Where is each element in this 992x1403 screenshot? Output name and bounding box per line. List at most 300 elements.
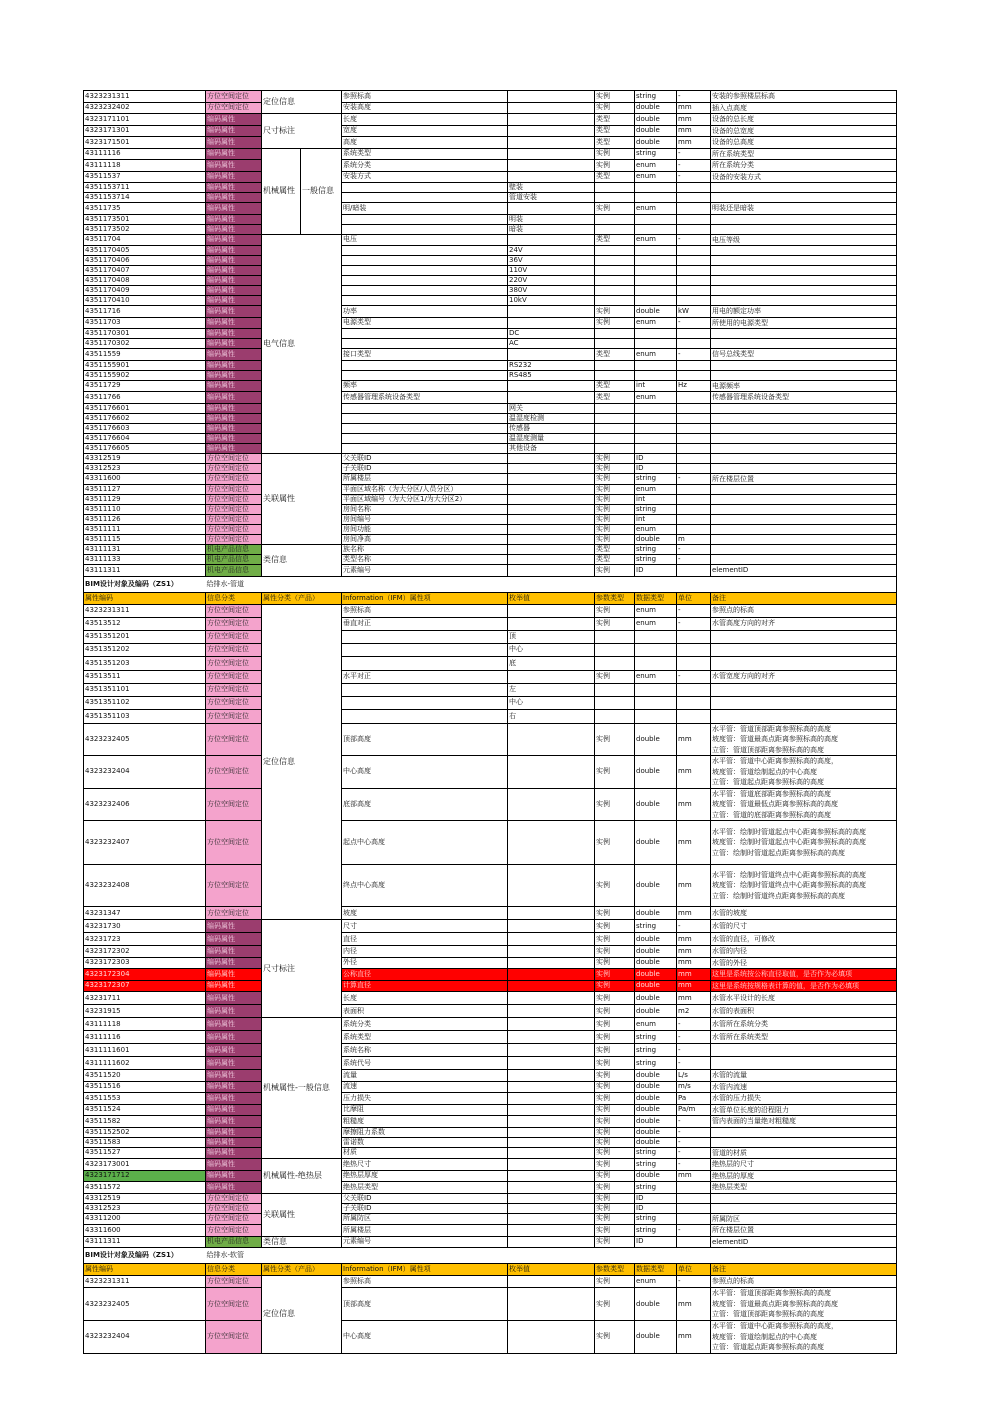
table-row xyxy=(84,1147,897,1159)
category-cell: 编码属性 xyxy=(206,1018,262,1031)
table-row xyxy=(84,505,897,515)
code-cell: 43111116 xyxy=(84,1031,206,1044)
note-cell xyxy=(711,183,897,193)
code-cell: 4351170409 xyxy=(84,286,206,296)
param-type-cell: 类型 xyxy=(595,171,635,183)
data-type-cell: enum xyxy=(635,1276,677,1288)
data-type-cell: double xyxy=(635,946,677,958)
property-cell: 系统名称 xyxy=(342,1044,508,1057)
param-type-cell xyxy=(595,643,635,656)
property-cell: 顶部高度 xyxy=(342,1288,508,1321)
note-cell xyxy=(711,525,897,535)
category-cell: 编码属性 xyxy=(206,125,262,137)
property-cell: 父关联ID xyxy=(342,453,508,463)
table-row xyxy=(84,1193,897,1203)
code-cell: 4323172304 xyxy=(84,969,206,981)
data-type-cell: double xyxy=(635,1104,677,1116)
unit-cell: mm xyxy=(677,1288,711,1321)
category-cell: 编码属性 xyxy=(206,920,262,933)
property-cell: 中心高度 xyxy=(342,756,508,789)
param-type-cell: 实例 xyxy=(595,969,635,981)
note-cell: 水管的外径 xyxy=(711,957,897,969)
code-cell: 43513511 xyxy=(84,670,206,683)
category-cell: 方位空间定位 xyxy=(206,670,262,683)
param-type-cell: 实例 xyxy=(595,1321,635,1354)
unit-cell xyxy=(677,203,711,215)
property-cell xyxy=(342,413,508,423)
table-row xyxy=(84,137,897,149)
value-cell xyxy=(508,946,595,958)
value-cell: 10kV xyxy=(508,296,595,306)
data-type-cell: double xyxy=(635,957,677,969)
header-row xyxy=(84,592,897,604)
group-cell: 关联属性 xyxy=(262,1193,342,1236)
param-type-cell: 实例 xyxy=(595,756,635,789)
header-param-type: 参数类型 xyxy=(595,1264,635,1276)
note-cell: 用电的额定功率 xyxy=(711,306,897,318)
header-note: 备注 xyxy=(711,592,897,604)
data-type-cell: double xyxy=(635,723,677,756)
unit-cell xyxy=(677,214,711,224)
code-cell: 43511126 xyxy=(84,515,206,525)
param-type-cell: 实例 xyxy=(595,821,635,865)
unit-cell xyxy=(677,696,711,709)
category-cell: 编码属性 xyxy=(206,433,262,443)
value-cell xyxy=(508,1213,595,1225)
property-cell xyxy=(342,339,508,349)
value-cell xyxy=(508,969,595,981)
property-cell: 房间功能 xyxy=(342,525,508,535)
unit-cell: - xyxy=(677,1137,711,1147)
table-row xyxy=(84,683,897,696)
code-cell: 43511766 xyxy=(84,392,206,404)
table-row xyxy=(84,630,897,643)
category-cell: 编码属性 xyxy=(206,1031,262,1044)
property-cell: 直径 xyxy=(342,933,508,946)
property-cell: 类型名称 xyxy=(342,555,508,565)
category-cell: 编码属性 xyxy=(206,380,262,392)
data-type-cell xyxy=(635,246,677,256)
note-cell: 水管的尺寸 xyxy=(711,920,897,933)
code-cell: 43511559 xyxy=(84,349,206,361)
unit-cell xyxy=(677,443,711,453)
value-cell: 中心 xyxy=(508,643,595,656)
value-cell xyxy=(508,788,595,821)
table-row xyxy=(84,91,897,103)
table-row xyxy=(84,102,897,114)
code-cell: 4351176605 xyxy=(84,443,206,453)
value-cell xyxy=(508,349,595,361)
note-cell: 信号总线类型 xyxy=(711,349,897,361)
unit-cell: mm xyxy=(677,907,711,920)
table-row xyxy=(84,535,897,545)
note-cell xyxy=(711,266,897,276)
property-cell: 起点中心高度 xyxy=(342,821,508,865)
category-cell: 方位空间定位 xyxy=(206,617,262,630)
code-cell: 43511111 xyxy=(84,525,206,535)
note-cell xyxy=(711,1203,897,1213)
table-row xyxy=(84,246,897,256)
param-type-cell: 实例 xyxy=(595,980,635,992)
note-cell: 水管的内径 xyxy=(711,946,897,958)
value-cell: 24V xyxy=(508,246,595,256)
param-type-cell: 类型 xyxy=(595,125,635,137)
param-type-cell xyxy=(595,656,635,670)
category-cell: 方位空间定位 xyxy=(206,1276,262,1288)
property-cell: 接口类型 xyxy=(342,349,508,361)
data-type-cell: double xyxy=(635,1093,677,1105)
property-cell: 子关联ID xyxy=(342,463,508,473)
value-cell xyxy=(508,1044,595,1057)
value-cell xyxy=(508,756,595,789)
unit-cell: mm xyxy=(677,756,711,789)
param-type-cell xyxy=(595,246,635,256)
note-cell xyxy=(711,370,897,380)
unit-cell: - xyxy=(677,1225,711,1237)
value-cell: 暗装 xyxy=(508,224,595,234)
code-cell: 4323172303 xyxy=(84,957,206,969)
value-cell xyxy=(508,505,595,515)
unit-cell xyxy=(677,296,711,306)
param-type-cell: 类型 xyxy=(595,114,635,126)
data-type-cell xyxy=(635,329,677,339)
property-cell xyxy=(342,403,508,413)
category-cell: 方位空间定位 xyxy=(206,1193,262,1203)
code-cell: 43111118 xyxy=(84,160,206,172)
table-row xyxy=(84,1104,897,1116)
unit-cell: - xyxy=(677,91,711,103)
category-cell: 编码属性 xyxy=(206,349,262,361)
param-type-cell: 实例 xyxy=(595,1093,635,1105)
param-type-cell: 实例 xyxy=(595,1276,635,1288)
param-type-cell: 实例 xyxy=(595,1225,635,1237)
property-cell: 电压 xyxy=(342,234,508,246)
note-cell xyxy=(711,433,897,443)
unit-cell: - xyxy=(677,473,711,485)
note-cell: 水平管：绘制时管道起点中心距离参照标高的高度 坡度管：绘制时管道起点中心距离参照标高的高度 立管：绘制时管道起点距离参照标高的高度 xyxy=(711,821,897,865)
unit-cell: m2 xyxy=(677,1005,711,1018)
code-cell: 43511520 xyxy=(84,1070,206,1082)
unit-cell: - xyxy=(677,604,711,617)
table-row xyxy=(84,565,897,577)
data-type-cell xyxy=(635,709,677,723)
value-cell xyxy=(508,555,595,565)
param-type-cell: 实例 xyxy=(595,957,635,969)
header-group: 属性分类（产品） xyxy=(262,592,342,604)
property-cell xyxy=(342,286,508,296)
header-data-type: 数据类型 xyxy=(635,592,677,604)
code-cell: 4351173501 xyxy=(84,214,206,224)
table-row xyxy=(84,114,897,126)
property-cell: 雷诺数 xyxy=(342,1137,508,1147)
property-cell: 流速 xyxy=(342,1081,508,1093)
unit-cell xyxy=(677,423,711,433)
header-param-type: 参数类型 xyxy=(595,592,635,604)
value-cell: 其他设备 xyxy=(508,443,595,453)
value-cell xyxy=(508,957,595,969)
code-cell: 4323171101 xyxy=(84,114,206,126)
property-cell xyxy=(342,683,508,696)
category-cell: 编码属性 xyxy=(206,392,262,404)
value-cell xyxy=(508,306,595,318)
note-cell xyxy=(711,696,897,709)
param-type-cell xyxy=(595,370,635,380)
param-type-cell: 实例 xyxy=(595,453,635,463)
property-cell: 长度 xyxy=(342,992,508,1005)
param-type-cell xyxy=(595,276,635,286)
property-cell: 宽度 xyxy=(342,125,508,137)
note-cell: 参照点的标高 xyxy=(711,1276,897,1288)
code-cell: 43312523 xyxy=(84,1203,206,1213)
property-cell: 尺寸 xyxy=(342,920,508,933)
code-cell: 4323231311 xyxy=(84,91,206,103)
code-cell: 4351173502 xyxy=(84,224,206,234)
unit-cell xyxy=(677,630,711,643)
category-cell: 方位空间定位 xyxy=(206,907,262,920)
property-cell: 功率 xyxy=(342,306,508,318)
code-cell: 4351155901 xyxy=(84,360,206,370)
property-cell: 元素编号 xyxy=(342,1236,508,1248)
param-type-cell: 类型 xyxy=(595,137,635,149)
param-type-cell: 实例 xyxy=(595,1070,635,1082)
param-type-cell: 类型 xyxy=(595,349,635,361)
category-cell: 编码属性 xyxy=(206,1159,262,1171)
property-cell xyxy=(342,696,508,709)
category-cell: 方位空间定位 xyxy=(206,453,262,463)
unit-cell xyxy=(677,276,711,286)
data-type-cell xyxy=(635,360,677,370)
param-type-cell: 实例 xyxy=(595,515,635,525)
value-cell xyxy=(508,234,595,246)
data-type-cell: enum xyxy=(635,392,677,404)
value-cell: 顶 xyxy=(508,630,595,643)
param-type-cell xyxy=(595,266,635,276)
param-type-cell xyxy=(595,329,635,339)
attribute-table xyxy=(83,90,897,1354)
table-row xyxy=(84,696,897,709)
property-cell: 终点中心高度 xyxy=(342,865,508,907)
value-cell xyxy=(508,1070,595,1082)
property-cell xyxy=(342,246,508,256)
note-cell xyxy=(711,643,897,656)
property-cell xyxy=(342,643,508,656)
category-cell: 方位空间定位 xyxy=(206,788,262,821)
table-row xyxy=(84,1116,897,1128)
property-cell xyxy=(342,224,508,234)
property-cell: 比摩阻 xyxy=(342,1104,508,1116)
param-type-cell: 实例 xyxy=(595,617,635,630)
code-cell: 4351351103 xyxy=(84,709,206,723)
unit-cell: - xyxy=(677,1276,711,1288)
table-row xyxy=(84,296,897,306)
unit-cell: mm xyxy=(677,788,711,821)
data-type-cell xyxy=(635,183,677,193)
table-row xyxy=(84,1005,897,1018)
note-cell: 传感器管理系统设备类型 xyxy=(711,392,897,404)
unit-cell: - xyxy=(677,171,711,183)
header-unit: 单位 xyxy=(677,592,711,604)
code-cell: 43511516 xyxy=(84,1081,206,1093)
code-cell: 43111311 xyxy=(84,1236,206,1248)
note-cell xyxy=(711,329,897,339)
unit-cell: mm xyxy=(677,969,711,981)
data-type-cell: double xyxy=(635,865,677,907)
table-row xyxy=(84,1321,897,1354)
property-cell: 水平对正 xyxy=(342,670,508,683)
unit-cell xyxy=(677,224,711,234)
group-cell: 尺寸标注 xyxy=(262,114,342,149)
note-cell xyxy=(711,443,897,453)
group-cell: 关联属性 xyxy=(262,453,342,545)
data-type-cell: double xyxy=(635,980,677,992)
note-cell xyxy=(711,193,897,203)
data-type-cell: double xyxy=(635,1170,677,1182)
param-type-cell: 实例 xyxy=(595,148,635,160)
param-type-cell: 实例 xyxy=(595,1288,635,1321)
table-row xyxy=(84,266,897,276)
unit-cell: mm xyxy=(677,723,711,756)
property-cell xyxy=(342,193,508,203)
unit-cell: kW xyxy=(677,306,711,318)
category-cell: 方位空间定位 xyxy=(206,485,262,495)
code-cell: 43511537 xyxy=(84,171,206,183)
param-type-cell: 实例 xyxy=(595,1127,635,1137)
category-cell: 编码属性 xyxy=(206,969,262,981)
category-cell: 编码属性 xyxy=(206,306,262,318)
category-cell: 编码属性 xyxy=(206,946,262,958)
param-type-cell xyxy=(595,413,635,423)
value-cell xyxy=(508,565,595,577)
property-cell: 摩擦阻力系数 xyxy=(342,1127,508,1137)
category-cell: 机电产品信息 xyxy=(206,565,262,577)
code-cell: 4351170405 xyxy=(84,246,206,256)
value-cell xyxy=(508,1288,595,1321)
code-cell: 43231730 xyxy=(84,920,206,933)
group-cell: 尺寸标注 xyxy=(262,920,342,1018)
note-cell: 水平管：绘制时管道终点中心距离参照标高的高度 坡度管：绘制时管道终点中心距离参照标高的高度 立管：绘制时管道终点距离参照标高的高度 xyxy=(711,865,897,907)
param-type-cell: 实例 xyxy=(595,1044,635,1057)
value-cell: RS232 xyxy=(508,360,595,370)
note-cell xyxy=(711,296,897,306)
value-cell xyxy=(508,91,595,103)
note-cell xyxy=(711,403,897,413)
data-type-cell xyxy=(635,683,677,696)
note-cell: 水管内流速 xyxy=(711,1081,897,1093)
value-cell xyxy=(508,317,595,329)
table-row xyxy=(84,443,897,453)
value-cell xyxy=(508,1236,595,1248)
data-type-cell: string xyxy=(635,148,677,160)
table-row xyxy=(84,756,897,789)
code-cell: 4323232404 xyxy=(84,756,206,789)
table-row xyxy=(84,473,897,485)
note-cell: 水管的压力损失 xyxy=(711,1093,897,1105)
section-subtitle: 给排水-管道 xyxy=(206,576,897,592)
property-cell: 参照标高 xyxy=(342,604,508,617)
data-type-cell: string xyxy=(635,1159,677,1171)
table-row xyxy=(84,224,897,234)
table-row xyxy=(84,203,897,215)
header-unit: 单位 xyxy=(677,1264,711,1276)
unit-cell xyxy=(677,495,711,505)
category-cell: 方位空间定位 xyxy=(206,865,262,907)
category-cell: 编码属性 xyxy=(206,933,262,946)
property-cell: 材质 xyxy=(342,1147,508,1159)
property-cell xyxy=(342,329,508,339)
category-cell: 编码属性 xyxy=(206,413,262,423)
code-cell: 4311111601 xyxy=(84,1044,206,1057)
data-type-cell: string xyxy=(635,1057,677,1070)
value-cell xyxy=(508,821,595,865)
unit-cell xyxy=(677,683,711,696)
category-cell: 编码属性 xyxy=(206,148,262,160)
value-cell xyxy=(508,1005,595,1018)
unit-cell xyxy=(677,525,711,535)
param-type-cell: 实例 xyxy=(595,91,635,103)
value-cell xyxy=(508,463,595,473)
data-type-cell: enum xyxy=(635,670,677,683)
data-type-cell xyxy=(635,193,677,203)
unit-cell xyxy=(677,709,711,723)
data-type-cell: string xyxy=(635,1147,677,1159)
value-cell xyxy=(508,980,595,992)
table-row xyxy=(84,234,897,246)
category-cell: 编码属性 xyxy=(206,1170,262,1182)
value-cell xyxy=(508,535,595,545)
category-cell: 编码属性 xyxy=(206,1147,262,1159)
note-cell xyxy=(711,515,897,525)
code-cell: 43231915 xyxy=(84,1005,206,1018)
category-cell: 方位空间定位 xyxy=(206,604,262,617)
table-row xyxy=(84,1203,897,1213)
property-cell: 房间编号 xyxy=(342,515,508,525)
section-subtitle: 给排水-软管 xyxy=(206,1248,897,1264)
property-cell: 所属楼层 xyxy=(342,473,508,485)
data-type-cell xyxy=(635,370,677,380)
unit-cell xyxy=(677,1213,711,1225)
note-cell: 水平管：管道中心距离参照标高的高度， 坡度管：管道绘制起点的中心高度 立管：管道起点距离参照标高的高度 xyxy=(711,756,897,789)
table-row xyxy=(84,360,897,370)
code-cell: 4351176602 xyxy=(84,413,206,423)
table-row xyxy=(84,907,897,920)
data-type-cell xyxy=(635,630,677,643)
value-cell xyxy=(508,1147,595,1159)
param-type-cell: 实例 xyxy=(595,473,635,485)
note-cell: 这里是系统按规格表计算的值，是否作为必填项 xyxy=(711,980,897,992)
param-type-cell xyxy=(595,683,635,696)
code-cell: 43511572 xyxy=(84,1182,206,1194)
code-cell: 4311111602 xyxy=(84,1057,206,1070)
data-type-cell: enum xyxy=(635,160,677,172)
unit-cell xyxy=(677,370,711,380)
category-cell: 编码属性 xyxy=(206,360,262,370)
property-cell: 系统类型 xyxy=(342,1031,508,1044)
data-type-cell: string xyxy=(635,545,677,555)
category-cell: 方位空间定位 xyxy=(206,723,262,756)
table-row xyxy=(84,214,897,224)
unit-cell xyxy=(677,463,711,473)
note-cell: 所在楼层位置 xyxy=(711,473,897,485)
unit-cell: - xyxy=(677,1116,711,1128)
category-cell: 编码属性 xyxy=(206,171,262,183)
data-type-cell: double xyxy=(635,137,677,149)
param-type-cell xyxy=(595,224,635,234)
note-cell xyxy=(711,1193,897,1203)
category-cell: 方位空间定位 xyxy=(206,525,262,535)
table-row xyxy=(84,1081,897,1093)
param-type-cell: 实例 xyxy=(595,463,635,473)
note-cell: 这里是系统按公称直径取值，是否作为必填项 xyxy=(711,969,897,981)
